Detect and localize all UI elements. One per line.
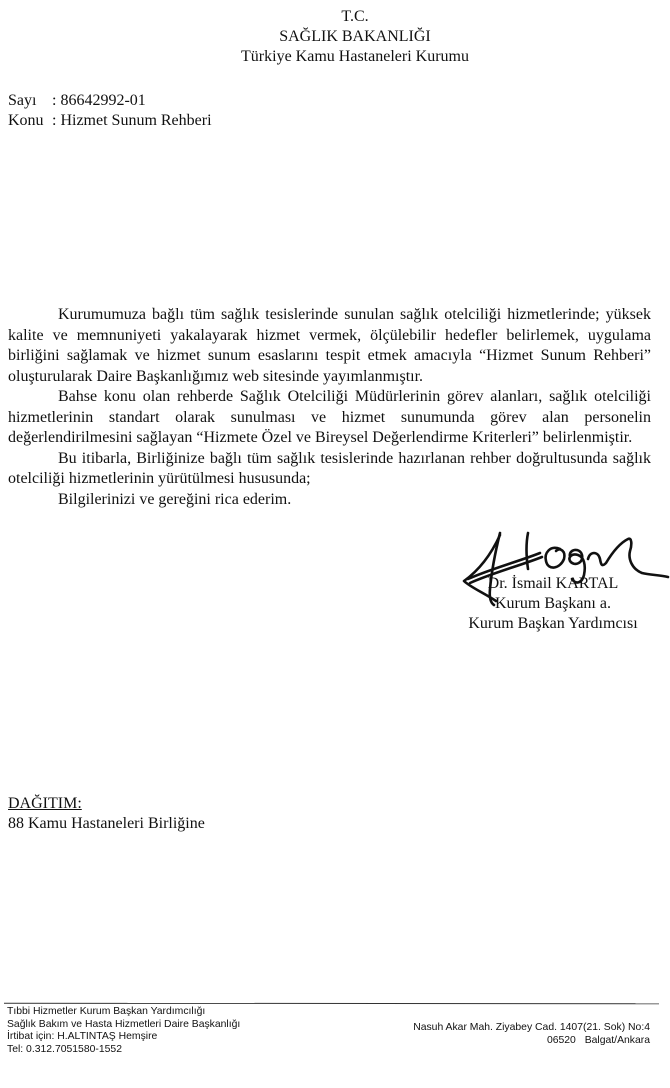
signatory-title-2: Kurum Başkan Yardımcısı (468, 615, 638, 632)
signatory (440, 574, 650, 634)
body-paragraph-3: Bu itibarla, Birliğinize bağlı tüm sağlık tesislerinde hazırlanan rehber doğrultusunda sağlık otelciliği hizmetlerinin yürütülmesi hususunda; (8, 449, 651, 487)
subject-label: Konu (8, 112, 44, 129)
reference-number-label: Sayı (8, 92, 37, 109)
letterhead-institution: Türkiye Kamu Hastaneleri Kurumu (241, 48, 469, 65)
footer-phone: Tel: 0.312.7051580-1552 (7, 1043, 122, 1055)
distribution-list (8, 794, 205, 834)
letter-body (8, 305, 651, 510)
footer-address (413, 1021, 650, 1047)
footer-division: Sağlık Bakım ve Hasta Hizmetleri Daire Başkanlığı (7, 1018, 241, 1030)
signatory-name: Dr. İsmail KARTAL (487, 575, 619, 592)
footer-address-line-2: 06520 Balgat/Ankara (546, 1035, 650, 1046)
letterhead (0, 7, 670, 67)
letterhead-ministry: SAĞLIK BAKANLIĞI (279, 28, 431, 45)
reference-number-value: : 86642992-01 (52, 92, 146, 109)
footer-contact-person: İrtibat için: H.ALTINTAŞ Hemşire (7, 1031, 158, 1042)
footer-address-line-1: Nasuh Akar Mah. Ziyabey Cad. 1407(21. Sok) No:4 (413, 1022, 650, 1033)
footer-divider (4, 1003, 659, 1005)
body-paragraph-1: Kurumumuza bağlı tüm sağlık tesislerinde sunulan sağlık otelciliği hizmetlerinde; yüksek kalite ve memnuniyeti yakalayarak hizmet vermek, ölçülebilir hedefler belirlemek, uygulama birliğini sağlamak ve hizmet sunum esaslarını tespit etmek amacıyla “Hizmet Sunum Rehberi” oluşturularak Daire Başkanlığımız web sitesinde yayımlanmıştır. (8, 306, 651, 385)
distribution-title: DAĞITIM: (8, 795, 82, 812)
distribution-item: 88 Kamu Hastaneleri Birliğine (8, 815, 205, 832)
body-paragraph-4: Bilgilerinizi ve gereğini rica ederim. (58, 490, 292, 508)
document-meta (8, 91, 212, 131)
subject-value: : Hizmet Sunum Rehberi (52, 112, 212, 129)
footer-contact (7, 1006, 240, 1056)
footer-department: Tıbbi Hizmetler Kurum Başkan Yardımcılığı (7, 1006, 206, 1017)
signature-block (440, 525, 670, 645)
reference-number-row (8, 91, 212, 111)
letterhead-country: T.C. (341, 8, 369, 25)
subject-row (8, 111, 212, 131)
body-paragraph-2: Bahse konu olan rehberde Sağlık Otelciliği Müdürlerinin görev alanları, sağlık otelciliği hizmetlerinin standart olarak sunulması ve hizmet sunumunda görev alan personelin değerlendirilmesini sağlayan “Hizmete Özel ve Bireysel Değerlendirme Kriterleri” belirlenmiştir. (8, 388, 651, 446)
signatory-title-1: Kurum Başkanı a. (495, 595, 611, 612)
